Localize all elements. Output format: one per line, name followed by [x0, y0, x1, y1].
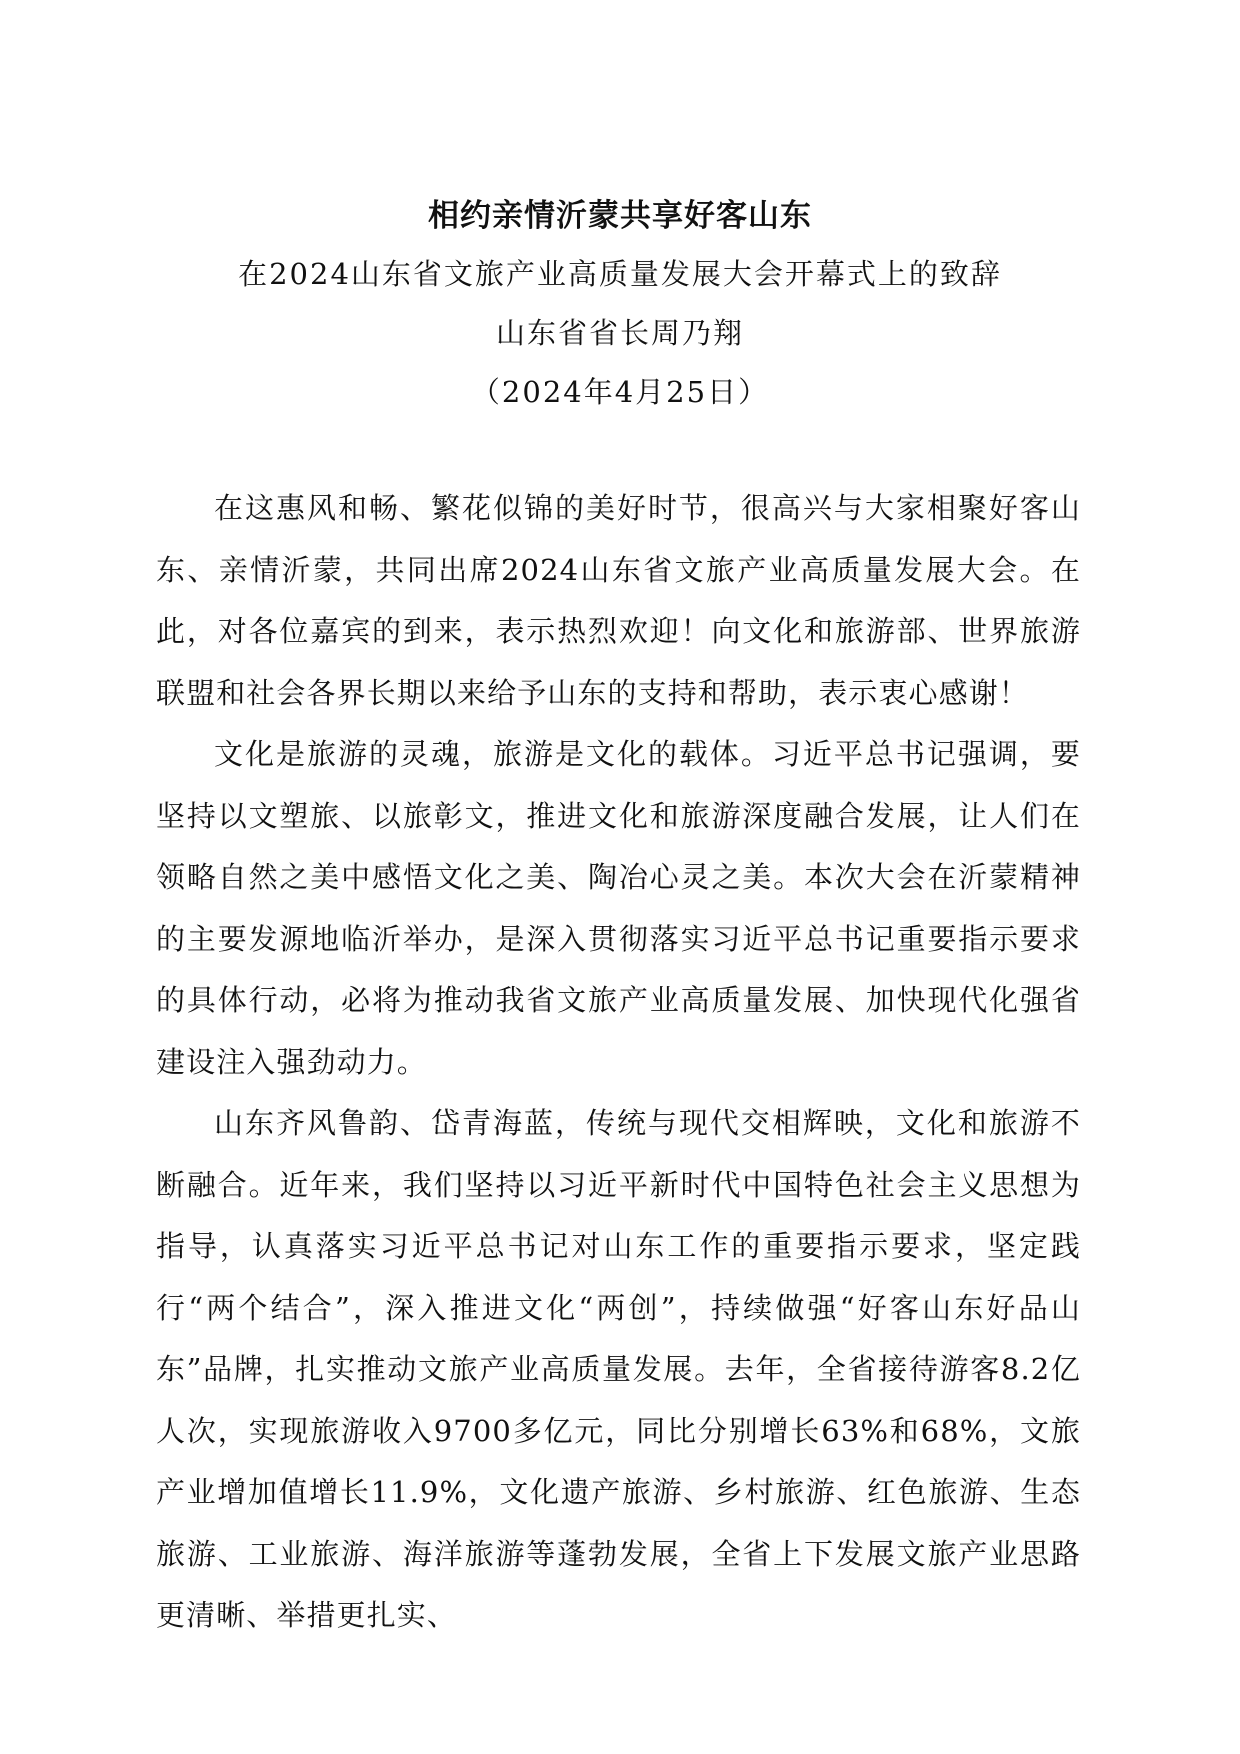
body-paragraph-2: 文化是旅游的灵魂，旅游是文化的载体。习近平总书记强调，要坚持以文塑旅、以旅彰文，推进文化和旅游深度融合发展，让人们在领略自然之美中感悟文化之美、陶冶心灵之美。本次大会在沂蒙精神的主要发源地临沂举办，是深入贯彻落实习近平总书记重要指示要求的具体行动，必将为推动我省文旅产业高质量发展、加快现代化强省建设注入强劲动力。: [156, 737, 1081, 1079]
document-subtitle: 在2024山东省文旅产业高质量发展大会开幕式上的致辞: [238, 257, 1002, 291]
document-title: 相约亲情沂蒙共享好客山东: [428, 198, 812, 234]
document-author: 山东省省长周乃翔: [495, 316, 744, 350]
body-paragraph-3: 山东齐风鲁韵、岱青海蓝，传统与现代交相辉映，文化和旅游不断融合。近年来，我们坚持以习近平新时代中国特色社会主义思想为指导，认真落实习近平总书记对山东工作的重要指示要求，坚定践行“两个结合”，深入推进文化“两创”，持续做强“好客山东好品山东”品牌，扎实推动文旅产业高质量发展。去年，全省接待游客8.2亿人次，实现旅游收入9700多亿元，同比分别增长63%和68%，文旅产业增加值增长11.9%，文化遗产旅游、乡村旅游、红色旅游、生态旅游、工业旅游、海洋旅游等蓬勃发展，全省上下发展文旅产业思路更清晰、举措更扎实、: [156, 1106, 1081, 1632]
document-body: [156, 478, 1081, 1647]
document-date: （2024年4月25日）: [470, 375, 770, 409]
body-paragraph-1: 在这惠风和畅、繁花似锦的美好时节，很高兴与大家相聚好客山东、亲情沂蒙，共同出席2024山东省文旅产业高质量发展大会。在此，对各位嘉宾的到来，表示热烈欢迎！向文化和旅游部、世界旅游联盟和社会各界长期以来给予山东的支持和帮助，表示衷心感谢！: [156, 491, 1081, 710]
